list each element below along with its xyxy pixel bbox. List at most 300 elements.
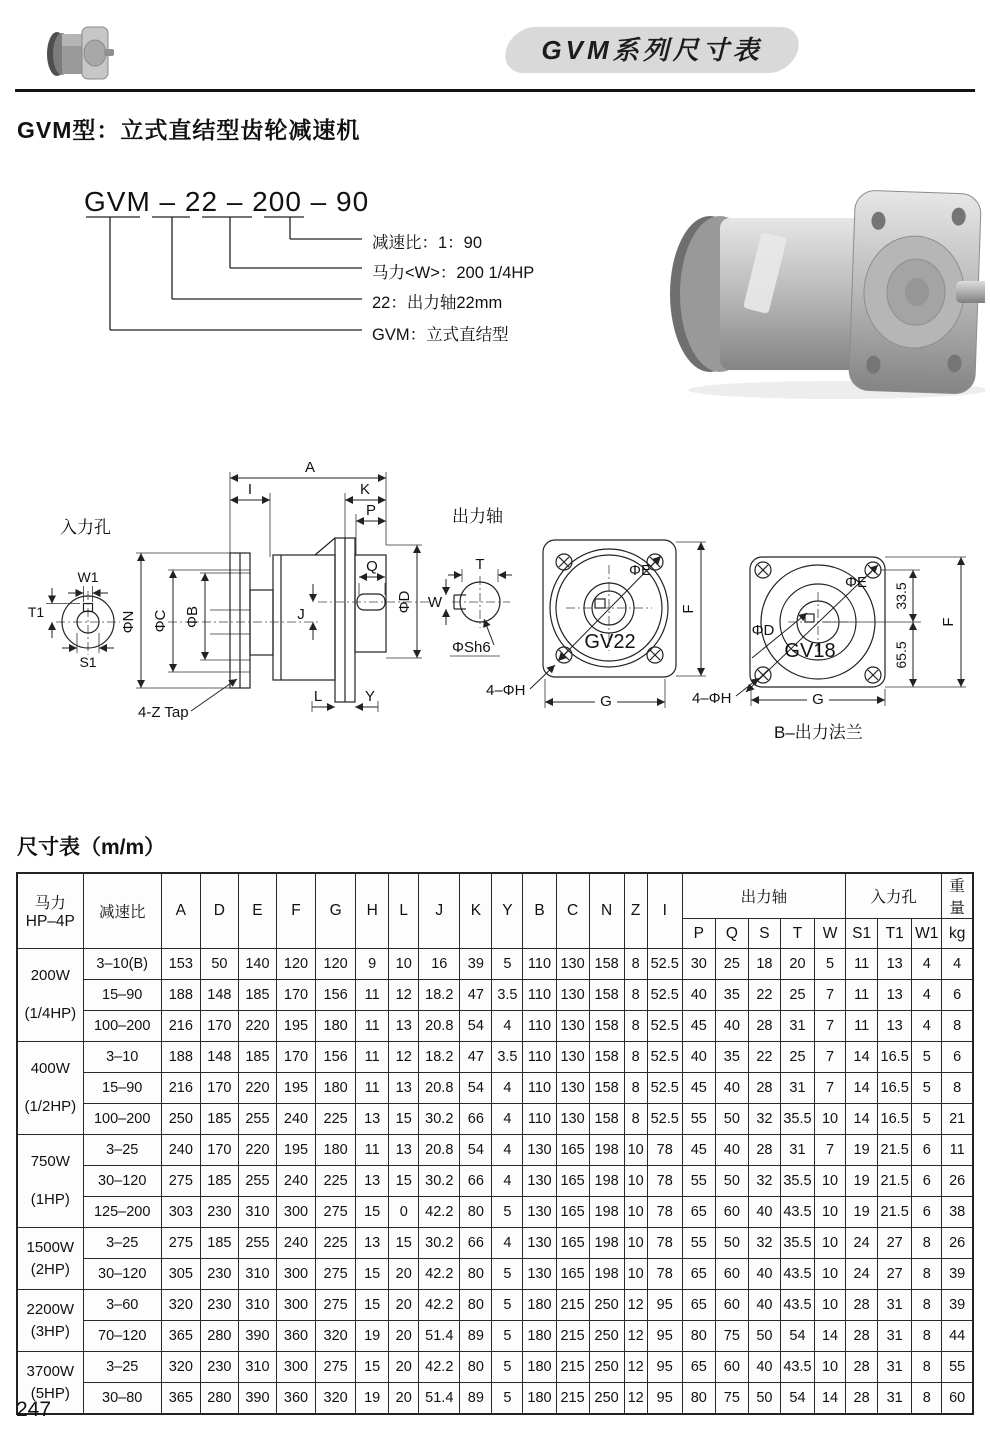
dim-cell: 13 [356,1166,389,1197]
dim-cell: 11 [846,949,878,980]
dim-cell: 32 [748,1166,780,1197]
power-cell: 2200W (3HP) [17,1290,83,1352]
dim-cell: 14 [815,1383,846,1415]
dim-cell: 78 [647,1259,682,1290]
dim-cell: 8 [942,1073,973,1104]
dim-cell: 25 [780,1042,814,1073]
dim-cell: 300 [276,1352,315,1383]
dim-cell: 13 [356,1104,389,1135]
table-row [17,1135,973,1166]
dim-cell: 13 [389,1011,419,1042]
dim-cell: 20 [389,1352,419,1383]
dim-cell: 320 [316,1383,356,1415]
dim-cell: 95 [647,1290,682,1321]
dim-cell: 130 [556,1104,589,1135]
table-wrapper [16,872,974,1415]
dim-cell: 21.5 [878,1166,912,1197]
callout-ratio: 减速比：1：90 [372,234,483,252]
dim-cell: 13 [356,1228,389,1259]
dim-cell: 11 [846,1011,878,1042]
dim-cell: 80 [682,1383,715,1415]
dim-cell: 110 [523,949,556,980]
dim-cell: 16.5 [878,1073,912,1104]
dim-cell: 310 [238,1259,276,1290]
ratio-cell: 100–200 [83,1104,161,1135]
dim-cell: 110 [523,1104,556,1135]
dim-cell: 275 [316,1197,356,1228]
table-row [17,1321,973,1352]
dim-cell: 52.5 [647,980,682,1011]
dim-cell: 50 [715,1228,748,1259]
dim-cell: 42.2 [419,1197,460,1228]
dim-label-q: Q [366,558,378,575]
col-header-E: E [238,873,276,949]
dim-cell: 8 [912,1290,942,1321]
dim-cell: 280 [200,1321,238,1352]
dim-cell: 170 [276,980,315,1011]
dim-cell: 39 [942,1290,973,1321]
col-header-W: W [815,919,846,949]
dim-cell: 4 [492,1228,523,1259]
col-header-weight: 重量 [942,873,973,919]
dim-cell: 40 [748,1290,780,1321]
dim-cell: 390 [238,1321,276,1352]
dim-cell: 170 [200,1135,238,1166]
power-cell: 3700W (5HP) [17,1352,83,1415]
col-header-F: F [276,873,315,949]
col-header-B: B [523,873,556,949]
ratio-cell: 15–90 [83,980,161,1011]
dim-cell: 10 [815,1290,846,1321]
dim-cell: 3.5 [492,980,523,1011]
dim-cell: 148 [200,1042,238,1073]
dim-cell: 250 [161,1104,200,1135]
dim-cell: 280 [200,1383,238,1415]
dimension-table [16,872,974,1415]
dim-cell: 365 [161,1383,200,1415]
dim-label-j: J [297,606,305,623]
dim-cell: 303 [161,1197,200,1228]
dim-cell: 215 [556,1352,589,1383]
dim-label-f-gv18: F [940,617,957,627]
dim-cell: 0 [389,1197,419,1228]
dim-cell: 130 [556,1011,589,1042]
dim-cell: 110 [523,1042,556,1073]
dim-cell: 198 [589,1197,624,1228]
ratio-cell: 15–90 [83,1073,161,1104]
dim-cell: 45 [682,1073,715,1104]
dim-cell: 35.5 [780,1104,814,1135]
gv22-label: GV22 [584,631,636,653]
table-row [17,1197,973,1228]
dim-cell: 31 [878,1352,912,1383]
dim-cell: 15 [356,1290,389,1321]
dim-cell: 11 [846,980,878,1011]
callout-power: 马力<W>：200 1/4HP [372,264,535,282]
dim-cell: 4 [492,1104,523,1135]
dim-cell: 13 [389,1135,419,1166]
dim-label-a: A [304,459,316,476]
dim-cell: 8 [912,1352,942,1383]
dim-cell: 4 [942,949,973,980]
dim-cell: 6 [912,1197,942,1228]
dim-cell: 320 [161,1352,200,1383]
dim-cell: 5 [492,1290,523,1321]
dim-cell: 170 [200,1073,238,1104]
dim-cell: 4 [492,1166,523,1197]
dim-cell: 220 [238,1135,276,1166]
dim-cell: 89 [460,1383,492,1415]
dim-cell: 250 [589,1352,624,1383]
table-row [17,1166,973,1197]
dim-cell: 4 [492,1011,523,1042]
dim-cell: 28 [748,1135,780,1166]
col-header-N: N [589,873,624,949]
dim-cell: 130 [556,1073,589,1104]
dim-cell: 365 [161,1321,200,1352]
dim-cell: 10 [624,1259,647,1290]
input-hole-label: 入力孔 [60,518,111,537]
dim-cell: 10 [624,1135,647,1166]
col-header-Y: Y [492,873,523,949]
dim-cell: 10 [815,1259,846,1290]
dim-cell: 50 [200,949,238,980]
dim-label-tap: 4-Z Tap [138,704,189,721]
power-cell: 1500W (2HP) [17,1228,83,1290]
ratio-cell: 3–10(B) [83,949,161,980]
section-title: GVM型：立式直结型齿轮减速机 [17,117,361,143]
dim-cell: 215 [556,1290,589,1321]
dim-cell: 198 [589,1135,624,1166]
dim-cell: 28 [846,1383,878,1415]
dim-cell: 39 [460,949,492,980]
table-row [17,1011,973,1042]
dim-cell: 10 [815,1197,846,1228]
dim-cell: 32 [748,1104,780,1135]
dim-cell: 110 [523,1073,556,1104]
dim-cell: 10 [389,949,419,980]
table-row [17,1259,973,1290]
dim-cell: 5 [492,1259,523,1290]
dim-cell: 4 [912,1011,942,1042]
dim-cell: 5 [912,1073,942,1104]
dim-cell: 165 [556,1259,589,1290]
dim-cell: 11 [942,1135,973,1166]
dim-cell: 52.5 [647,1073,682,1104]
dim-cell: 8 [912,1228,942,1259]
dim-cell: 18 [748,949,780,980]
dim-cell: 39 [942,1259,973,1290]
dim-cell: 240 [276,1166,315,1197]
dim-cell: 5 [492,1383,523,1415]
dim-cell: 24 [846,1259,878,1290]
dim-label-s1: S1 [79,654,97,670]
ratio-cell: 3–25 [83,1352,161,1383]
dim-cell: 20.8 [419,1073,460,1104]
dim-cell: 30.2 [419,1228,460,1259]
dim-label-phi-sh6: ΦSh6 [452,639,491,656]
dim-cell: 230 [200,1259,238,1290]
dim-cell: 215 [556,1321,589,1352]
dim-cell: 50 [715,1104,748,1135]
dim-cell: 198 [589,1259,624,1290]
dim-cell: 130 [523,1228,556,1259]
dim-cell: 30.2 [419,1104,460,1135]
dim-cell: 130 [523,1135,556,1166]
dim-cell: 30 [682,949,715,980]
dim-cell: 28 [846,1290,878,1321]
dim-cell: 8 [624,1011,647,1042]
dim-cell: 12 [389,980,419,1011]
col-header-G: G [316,873,356,949]
dim-label-f-gv22: F [680,604,697,614]
dim-cell: 13 [878,1011,912,1042]
table-row [17,1073,973,1104]
dim-cell: 50 [715,1166,748,1197]
dim-cell: 65 [682,1352,715,1383]
dim-cell: 130 [523,1166,556,1197]
dim-label-phi-d: ΦD [396,590,413,614]
table-row [17,1352,973,1383]
dim-cell: 250 [589,1383,624,1415]
dim-cell: 250 [589,1321,624,1352]
dim-cell: 52.5 [647,949,682,980]
col-group-input-hole: 入力孔 [846,873,942,919]
dim-cell: 240 [276,1104,315,1135]
dim-cell: 10 [624,1228,647,1259]
col-header-power: 马力 HP–4P [17,873,83,949]
table-row [17,1042,973,1073]
dim-cell: 43.5 [780,1290,814,1321]
dim-cell: 230 [200,1352,238,1383]
dim-cell: 225 [316,1104,356,1135]
banner-title: GVM系列尺寸表 [541,35,763,65]
dim-cell: 140 [238,949,276,980]
dim-cell: 31 [780,1135,814,1166]
dim-cell: 89 [460,1321,492,1352]
dim-cell: 240 [161,1135,200,1166]
dim-cell: 44 [942,1321,973,1352]
ratio-cell: 30–120 [83,1259,161,1290]
dim-cell: 32 [748,1228,780,1259]
dim-cell: 300 [276,1290,315,1321]
dim-cell: 60 [715,1290,748,1321]
dim-cell: 5 [912,1042,942,1073]
dim-cell: 78 [647,1166,682,1197]
dim-cell: 60 [715,1352,748,1383]
dim-label-phi-h-gv18: 4–ΦH [692,690,732,707]
dim-cell: 185 [238,1042,276,1073]
dim-label-phi-h-gv22: 4–ΦH [486,682,526,699]
power-cell: 400W (1/2HP) [17,1042,83,1135]
dim-cell: 65 [682,1259,715,1290]
dim-label-p: P [365,502,377,519]
dim-label-k: K [359,481,371,498]
dim-label-i: I [247,481,253,498]
header-divider [15,89,975,92]
dim-cell: 185 [200,1104,238,1135]
dim-cell: 31 [780,1011,814,1042]
dim-cell: 54 [780,1321,814,1352]
dim-cell: 80 [460,1197,492,1228]
dim-cell: 4 [912,980,942,1011]
dim-cell: 310 [238,1290,276,1321]
dim-cell: 188 [161,1042,200,1073]
dim-cell: 120 [316,949,356,980]
dim-cell: 230 [200,1290,238,1321]
dim-cell: 20 [389,1321,419,1352]
dim-cell: 15 [356,1197,389,1228]
dim-cell: 158 [589,1042,624,1073]
ratio-cell: 3–10 [83,1042,161,1073]
dim-cell: 60 [942,1383,973,1415]
dim-cell: 65 [682,1290,715,1321]
dim-cell: 170 [276,1042,315,1073]
title-banner [500,27,803,73]
dim-cell: 158 [589,980,624,1011]
dim-label-w: W [427,594,443,611]
dim-cell: 27 [878,1228,912,1259]
dim-cell: 7 [815,980,846,1011]
dim-label-phi-e-gv18: ΦE [845,574,867,591]
dim-cell: 275 [161,1228,200,1259]
dim-cell: 8 [912,1321,942,1352]
col-header-A: A [161,873,200,949]
dim-cell: 22 [748,980,780,1011]
dim-cell: 8 [624,1073,647,1104]
dim-cell: 6 [912,1135,942,1166]
dim-cell: 216 [161,1011,200,1042]
dim-cell: 51.4 [419,1383,460,1415]
dim-cell: 40 [715,1011,748,1042]
table-row [17,980,973,1011]
dim-cell: 21.5 [878,1197,912,1228]
dim-cell: 31 [878,1383,912,1415]
dim-cell: 45 [682,1011,715,1042]
table-row [17,949,973,980]
dim-cell: 12 [624,1290,647,1321]
dim-cell: 66 [460,1104,492,1135]
col-header-Z: Z [624,873,647,949]
dim-cell: 120 [276,949,315,980]
dim-cell: 220 [238,1073,276,1104]
dim-cell: 10 [815,1166,846,1197]
dim-cell: 51.4 [419,1321,460,1352]
ratio-cell: 125–200 [83,1197,161,1228]
dim-cell: 10 [815,1352,846,1383]
dim-cell: 12 [624,1321,647,1352]
dim-cell: 130 [556,949,589,980]
col-header-kg: kg [942,919,973,949]
dim-cell: 5 [492,1197,523,1228]
dim-label-65-5: 65.5 [893,641,909,669]
dim-cell: 31 [878,1290,912,1321]
dim-cell: 31 [878,1321,912,1352]
ratio-cell: 3–25 [83,1135,161,1166]
dim-cell: 158 [589,1104,624,1135]
dim-cell: 198 [589,1228,624,1259]
dim-cell: 130 [556,1042,589,1073]
dim-cell: 19 [846,1197,878,1228]
col-header-W1: W1 [912,919,942,949]
dim-cell: 230 [200,1197,238,1228]
dim-cell: 6 [912,1166,942,1197]
dim-cell: 7 [815,1011,846,1042]
dim-cell: 20 [389,1259,419,1290]
dim-cell: 180 [316,1073,356,1104]
dim-cell: 180 [316,1011,356,1042]
dim-cell: 40 [715,1073,748,1104]
power-cell: 200W (1/4HP) [17,949,83,1042]
dim-cell: 78 [647,1197,682,1228]
dim-cell: 40 [748,1352,780,1383]
dim-cell: 180 [316,1135,356,1166]
dim-cell: 35 [715,1042,748,1073]
dim-cell: 35 [715,980,748,1011]
table-row [17,1228,973,1259]
dim-cell: 390 [238,1383,276,1415]
dim-cell: 65 [682,1197,715,1228]
col-header-J: J [419,873,460,949]
col-header-T1: T1 [878,919,912,949]
ratio-cell: 100–200 [83,1011,161,1042]
dim-cell: 45 [682,1135,715,1166]
dim-cell: 15 [389,1166,419,1197]
dim-cell: 50 [748,1383,780,1415]
output-shaft-label: 出力轴 [452,507,503,526]
table-title: 尺寸表（m/m） [17,836,166,859]
dim-cell: 78 [647,1228,682,1259]
dim-cell: 8 [912,1383,942,1415]
ratio-cell: 30–80 [83,1383,161,1415]
dim-cell: 165 [556,1135,589,1166]
dim-cell: 9 [356,949,389,980]
dim-cell: 110 [523,1011,556,1042]
dim-cell: 54 [460,1011,492,1042]
dim-cell: 4 [912,949,942,980]
dim-cell: 11 [356,980,389,1011]
dim-cell: 130 [523,1197,556,1228]
dim-cell: 5 [912,1104,942,1135]
ratio-cell: 30–120 [83,1166,161,1197]
dim-cell: 15 [389,1104,419,1135]
dim-cell: 320 [161,1290,200,1321]
dim-cell: 275 [316,1290,356,1321]
dim-cell: 130 [523,1259,556,1290]
flange-caption: B–出力法兰 [774,723,863,742]
col-header-L: L [389,873,419,949]
dim-cell: 43.5 [780,1259,814,1290]
dim-cell: 13 [878,980,912,1011]
dim-cell: 40 [682,1042,715,1073]
dim-cell: 250 [589,1290,624,1321]
dim-cell: 25 [780,980,814,1011]
dim-label-33-5: 33.5 [893,582,909,610]
dim-cell: 28 [846,1321,878,1352]
table-row [17,1383,973,1415]
dim-cell: 4 [492,1073,523,1104]
dim-cell: 20 [780,949,814,980]
dim-cell: 95 [647,1383,682,1415]
dim-cell: 158 [589,1073,624,1104]
col-header-K: K [460,873,492,949]
dim-cell: 165 [556,1228,589,1259]
dim-cell: 35.5 [780,1166,814,1197]
dim-cell: 20 [389,1290,419,1321]
dim-cell: 60 [715,1259,748,1290]
dimension-drawing [18,445,973,750]
dim-cell: 180 [523,1290,556,1321]
